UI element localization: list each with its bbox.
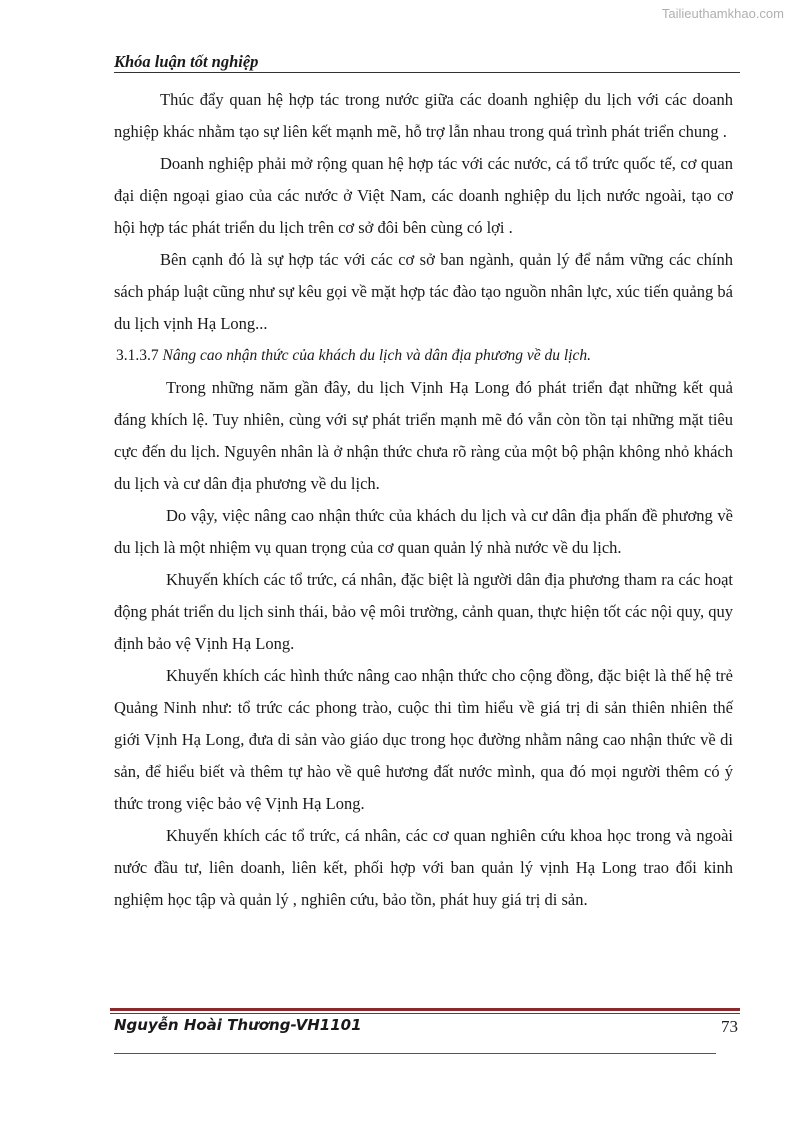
body-paragraph: Khuyến khích các hình thức nâng cao nhận thức cho cộng đồng, đặc biệt là thế hệ trẻ Quảng Ninh như: tổ trức các phong trào, cuộc thi tìm hiểu về giá trị di sản thiên nhiên thế giới Vịnh Hạ Long, đưa di sản vào giáo dục trong học đường nhằm nâng cao nhận thức về di sản, để hiểu biết và thêm tự hào về quê hương đất nước mình, qua đó mọi người thêm có ý thức trong việc bảo vệ Vịnh Hạ Long.: [114, 666, 733, 813]
page-number: 73: [721, 1017, 738, 1036]
page-header-title: Khóa luận tốt nghiệp: [114, 52, 259, 71]
body-paragraph: Doanh nghiệp phải mở rộng quan hệ hợp tác với các nước, cá tổ trức quốc tế, cơ quan đại diện ngoại giao của các nước ở Việt Nam, các doanh nghiệp du lịch nước ngoài, tạo cơ hội hợp tác phát triển du lịch trên cơ sở đôi bên cùng có lợi .: [114, 154, 733, 237]
section-title: Nâng cao nhận thức của khách du lịch và dân địa phương về du lịch.: [162, 347, 592, 364]
footer-author: Nguyễn Hoài Thương-VH1101: [114, 1016, 362, 1034]
body-paragraph: Trong những năm gần đây, du lịch Vịnh Hạ Long đó phát triển đạt những kết quả đáng khích lệ. Tuy nhiên, cùng với sự phát triển mạnh mẽ đó vẫn còn tồn tại những mặt tiêu cực đến du lịch. Nguyên nhân là ở nhận thức chưa rõ ràng của một bộ phận không nhỏ khách du lịch và cư dân địa phương về du lịch.: [114, 378, 733, 493]
section-number: 3.1.3.7: [116, 347, 159, 364]
body-paragraph: Khuyến khích các tổ trức, cá nhân, đặc biệt là người dân địa phương tham ra các hoạt động phát triển du lịch sinh thái, bảo vệ môi trường, cảnh quan, thực hiện tốt các nội quy, quy định bảo vệ Vịnh Hạ Long.: [114, 570, 733, 653]
body-paragraph: Thúc đẩy quan hệ hợp tác trong nước giữa các doanh nghiệp du lịch với các doanh nghiệp khác nhằm tạo sự liên kết mạnh mẽ, hỗ trợ lẫn nhau trong quá trình phát triển chung .: [114, 90, 733, 141]
footer-divider-thin: [110, 1013, 740, 1014]
header-divider: [114, 72, 740, 73]
footer-divider-thick: [110, 1008, 740, 1011]
section-heading: [116, 340, 733, 372]
body-paragraph: Do vậy, việc nâng cao nhận thức của khách du lịch và cư dân địa phấn đề phương về du lịch là một nhiệm vụ quan trọng của cơ quan quản lý nhà nước về du lịch.: [114, 506, 733, 557]
body-paragraph: Bên cạnh đó là sự hợp tác với các cơ sở ban ngành, quản lý để nắm vững các chính sách pháp luật cũng như sự kêu gọi về mặt hợp tác đào tạo nguồn nhân lực, xúc tiến quảng bá du lịch vịnh Hạ Long...: [114, 250, 733, 333]
footer-bottom-divider: [114, 1053, 716, 1054]
body-paragraph: Khuyến khích các tổ trức, cá nhân, các cơ quan nghiên cứu khoa học trong và ngoài nước đầu tư, liên doanh, liên kết, phối hợp với ban quản lý vịnh Hạ Long trao đổi kinh nghiệm học tập và quản lý , nghiên cứu, bảo tồn, phát huy giá trị di sản.: [114, 826, 733, 909]
watermark: Tailieuthamkhao.com: [661, 6, 784, 21]
document-body: [114, 84, 733, 916]
